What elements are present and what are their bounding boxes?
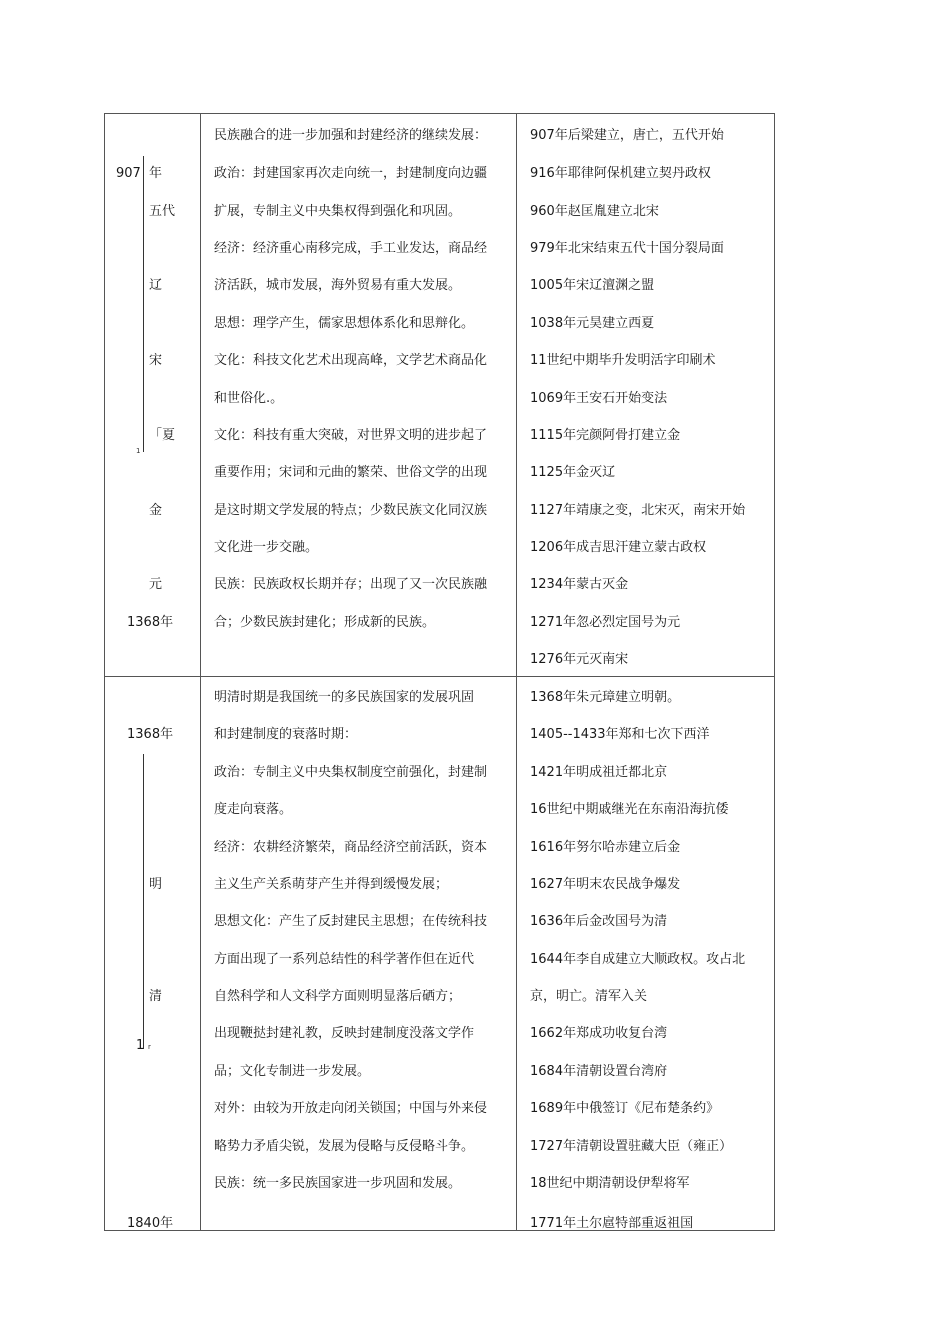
column-divider-1: [200, 114, 201, 1230]
era-name-song: 宋: [149, 353, 163, 368]
event-line: 1421年明成祖迁都北京: [530, 765, 668, 780]
row-divider: [105, 676, 774, 677]
event-line: 1127年靖康之变，北宋灭，南宋开始: [530, 503, 746, 518]
event-line: 18世纪中期清朝设伊犁将军: [530, 1176, 690, 1191]
event-line: 1005年宋辽澶渊之盟: [530, 278, 655, 293]
feature-line: 自然科学和人文科学方面则明显落后硒方；: [214, 989, 462, 1004]
era-margin-mark: 1: [136, 447, 141, 455]
event-line: 16世纪中期戚继光在东南沿海抗倭: [530, 802, 729, 817]
feature-line: 文化：科技文化艺术出现高峰，文学艺术商品化: [214, 353, 488, 368]
feature-line: 文化：科技有重大突破，对世界文明的进步起了: [214, 428, 488, 443]
feature-line: 和封建制度的衰落时期：: [214, 727, 358, 742]
event-line: 1405--1433年郑和七次下西洋: [530, 727, 710, 742]
feature-line: 民族融合的进一步加强和封建经济的继续发展：: [214, 128, 488, 143]
feature-line: 出现鞭挞封建礼教，反映封建制度没落文学作: [214, 1026, 475, 1041]
feature-line: 政治：封建国家再次走向统一，封建制度向边疆: [214, 166, 488, 181]
era-timeline-line: [143, 156, 144, 452]
feature-line: 民族：民族政权长期并存；出现了又一次民族融: [214, 577, 488, 592]
event-line: 1368年朱元璋建立明朝。: [530, 690, 681, 705]
event-line: 1069年王安石开始变法: [530, 391, 668, 406]
feature-line: 对外：由较为开放走向闭关锁国；中国与外来侵: [214, 1101, 488, 1116]
feature-line: 扩展，专制主义中央集权得到强化和巩固。: [214, 204, 462, 219]
event-line: 1115年完颜阿骨打建立金: [530, 428, 681, 443]
event-line: 1271年忽必烈定国号为元: [530, 615, 681, 630]
event-line: 1662年郑成功收复台湾: [530, 1026, 668, 1041]
event-line: 1689年中俄签订《尼布楚条约》: [530, 1101, 720, 1116]
era-name-yuan: 元: [149, 577, 163, 592]
feature-line: 思想：理学产生，儒家思想体系化和思辩化。: [214, 316, 475, 331]
feature-line: 度走向衰落。: [214, 802, 293, 817]
feature-line: 方面出现了一系列总结性的科学著作但在近代: [214, 952, 475, 967]
event-line: 1636年后金改国号为清: [530, 914, 668, 929]
feature-line: 政治：专制主义中央集权制度空前强化，封建制: [214, 765, 488, 780]
event-line: 1684年清朝设置台湾府: [530, 1064, 668, 1079]
column-divider-2: [516, 114, 517, 1230]
era-timeline-line: [143, 754, 144, 1049]
event-line: 1727年清朝设置驻藏大臣（雍正）: [530, 1139, 733, 1154]
feature-line: 经济：经济重心南移完成，手工业发达，商品经: [214, 241, 488, 256]
era-name-jin: 金: [149, 503, 163, 518]
event-line: 1038年元昊建立西夏: [530, 316, 655, 331]
event-line: 1206年成吉思汗建立蒙古政权: [530, 540, 707, 555]
era-name-wudai: 五代: [149, 204, 176, 219]
feature-line: 品；文化专制进一步发展。: [214, 1064, 371, 1079]
event-line: 1616年努尔哈赤建立后金: [530, 840, 681, 855]
era-start-year: 1368年: [127, 727, 174, 742]
era-name-xia: 「夏: [149, 428, 176, 443]
event-line: 1125年金灭辽: [530, 465, 616, 480]
era-margin-mark: 1: [136, 1038, 145, 1053]
era-start-year: 907: [116, 166, 141, 181]
era-name-liao: 辽: [149, 278, 163, 293]
feature-line: 经济：农耕经济繁荣，商品经济空前活跃，资本: [214, 840, 488, 855]
era-end-year: 1840年: [127, 1216, 174, 1231]
era-name-qing: 清: [149, 989, 163, 1004]
event-line: 1644年李自成建立大顺政权。攻占北: [530, 952, 746, 967]
feature-line: 明清时期是我国统一的多民族国家的发展巩固: [214, 690, 475, 705]
feature-line: 和世俗化.。: [214, 391, 284, 406]
feature-line: 合；少数民族封建化；形成新的民族。: [214, 615, 436, 630]
event-line: 916年耶律阿保机建立契丹政权: [530, 166, 711, 181]
event-line: 1627年明末农民战争爆发: [530, 877, 681, 892]
era-name-ming: 明: [149, 877, 163, 892]
feature-line: 济活跃，城市发展，海外贸易有重大发展。: [214, 278, 462, 293]
feature-line: 是这时期文学发展的特点；少数民族文化同汉族: [214, 503, 488, 518]
event-line: 979年北宋结束五代十国分裂局面: [530, 241, 724, 256]
event-line: 京，明亡。清军入关: [530, 989, 648, 1004]
history-table: [104, 113, 775, 1231]
feature-line: 重要作用；宋词和元曲的繁荣、世俗文学的出现: [214, 465, 488, 480]
era-start-char: 年: [149, 166, 163, 181]
feature-line: 民族：统一多民族国家进一步巩固和发展。: [214, 1176, 462, 1191]
feature-line: 文化进一步交融。: [214, 540, 319, 555]
event-line: 11世纪中期毕升发明活字印刷术: [530, 353, 716, 368]
event-line: 1771年土尔扈特部重返祖国: [530, 1216, 694, 1231]
event-line: 1276年元灭南宋: [530, 652, 629, 667]
event-line: 907年后梁建立，唐亡，五代开始: [530, 128, 724, 143]
event-line: 960年赵匡胤建立北宋: [530, 204, 659, 219]
era-end-year: 1368年: [127, 615, 174, 630]
feature-line: 主义生产关系萌芽产生并得到缓慢发展；: [214, 877, 449, 892]
feature-line: 思想文化：产生了反封建民主思想；在传统科技: [214, 914, 488, 929]
era-margin-mark-small: r: [148, 1043, 151, 1051]
feature-line: 略势力矛盾尖锐，发展为侵略与反侵略斗争。: [214, 1139, 475, 1154]
event-line: 1234年蒙古灭金: [530, 577, 629, 592]
